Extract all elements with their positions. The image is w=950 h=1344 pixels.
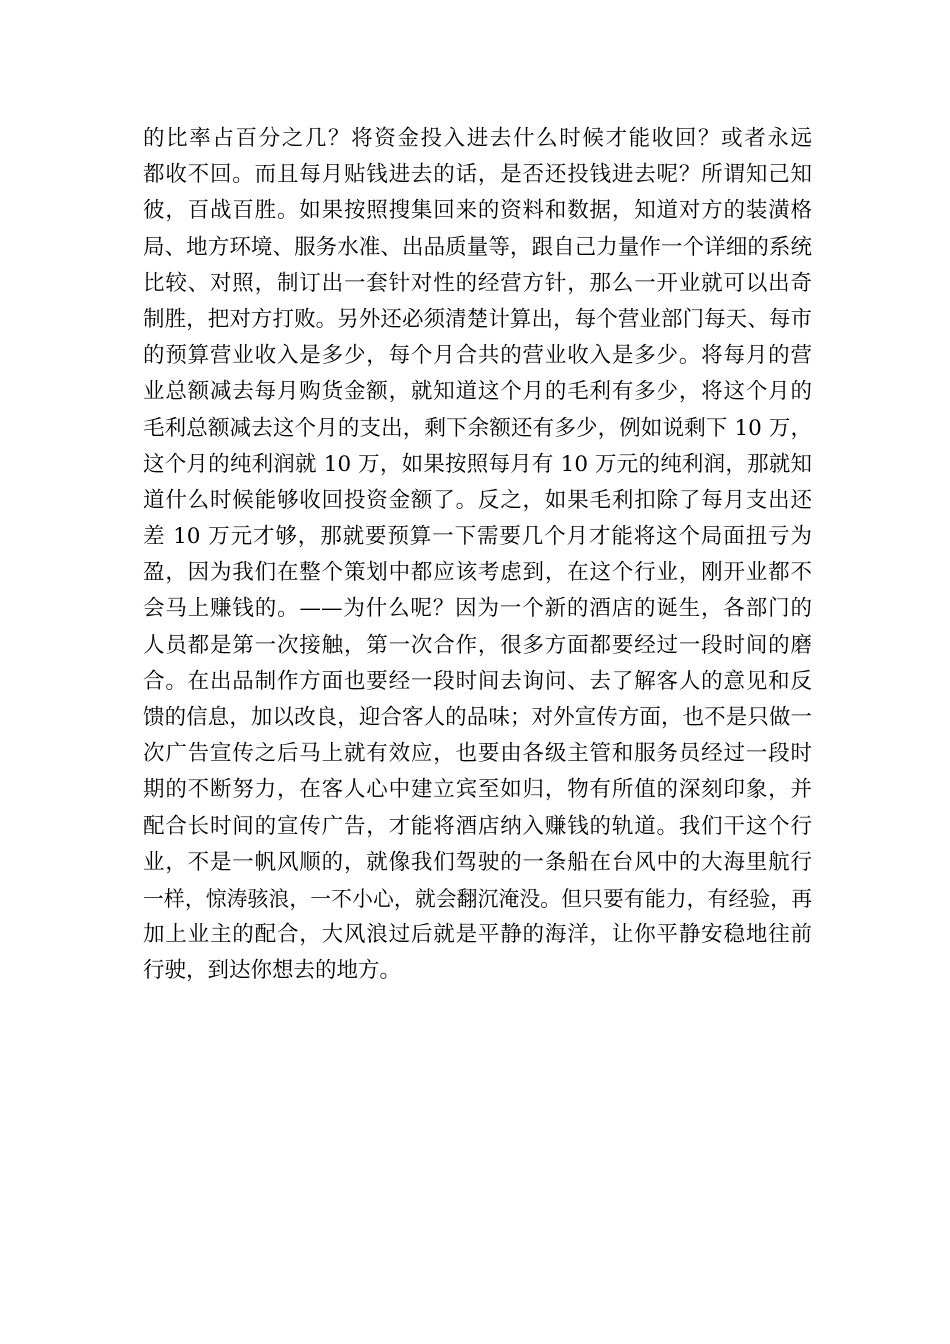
text-line: 制胜，把对方打败。另外还必须清楚计算出，每个营业部门每天、每市 [143, 306, 812, 332]
text-line: 业，不是一帆风顺的，就像我们驾驶的一条船在台风中的大海里航行 [143, 849, 812, 875]
text-line: 配合长时间的宣传广告，才能将酒店纳入赚钱的轨道。我们干这个行 [143, 813, 812, 839]
body-paragraph [143, 121, 812, 990]
text-line: 一样，惊涛骇浪，一不小心，就会翻沉淹没。但只要有能力，有经验，再 [143, 886, 812, 911]
text-line: 彼，百战百胜。如果按照搜集回来的资料和数据，知道对方的装潢格 [143, 198, 812, 224]
text-line: 盈，因为我们在整个策划中都应该考虑到，在这个行业，刚开业都不 [143, 560, 812, 586]
text-line: 道什么时候能够收回投资金额了。反之，如果毛利扣除了每月支出还 [143, 487, 812, 513]
text-line: 局、地方环境、服务水准、出品质量等，跟自己力量作一个详细的系统 [143, 234, 812, 260]
text-line: 会马上赚钱的。——为什么呢？因为一个新的酒店的诞生，各部门的 [143, 596, 812, 622]
text-line: 比较、对照，制订出一套针对性的经营方针，那么一开业就可以出奇 [143, 270, 812, 296]
text-line: 合。在出品制作方面也要经一段时间去询问、去了解客人的意见和反 [143, 668, 812, 694]
text-line: 都收不回。而且每月贴钱进去的话，是否还投钱进去呢？所谓知己知 [143, 162, 812, 188]
text-line: 期的不断努力，在客人心中建立宾至如归，物有所值的深刻印象，并 [143, 777, 812, 803]
text-line: 毛利总额减去这个月的支出，剩下余额还有多少，例如说剩下 10 万， [143, 415, 812, 441]
text-line: 人员都是第一次接触，第一次合作，很多方面都要经过一段时间的磨 [143, 632, 812, 658]
text-line: 次广告宣传之后马上就有效应，也要由各级主管和服务员经过一段时 [143, 741, 812, 767]
text-line: 行驶，到达你想去的地方。 [143, 958, 402, 984]
text-line: 业总额减去每月购货金额，就知道这个月的毛利有多少，将这个月的 [143, 379, 812, 405]
text-line: 的预算营业收入是多少，每个月合共的营业收入是多少。将每月的营 [143, 343, 812, 369]
text-line: 的比率占百分之几？将资金投入进去什么时候才能收回？或者永远 [143, 126, 812, 151]
text-line: 这个月的纯利润就 10 万，如果按照每月有 10 万元的纯利润，那就知 [143, 451, 812, 477]
text-line: 馈的信息，加以改良，迎合客人的品味；对外宣传方面，也不是只做一 [143, 705, 812, 730]
text-line: 差 10 万元才够，那就要预算一下需要几个月才能将这个局面扭亏为 [143, 524, 812, 550]
text-line: 加上业主的配合，大风浪过后就是平静的海洋，让你平静安稳地往前 [143, 922, 812, 948]
